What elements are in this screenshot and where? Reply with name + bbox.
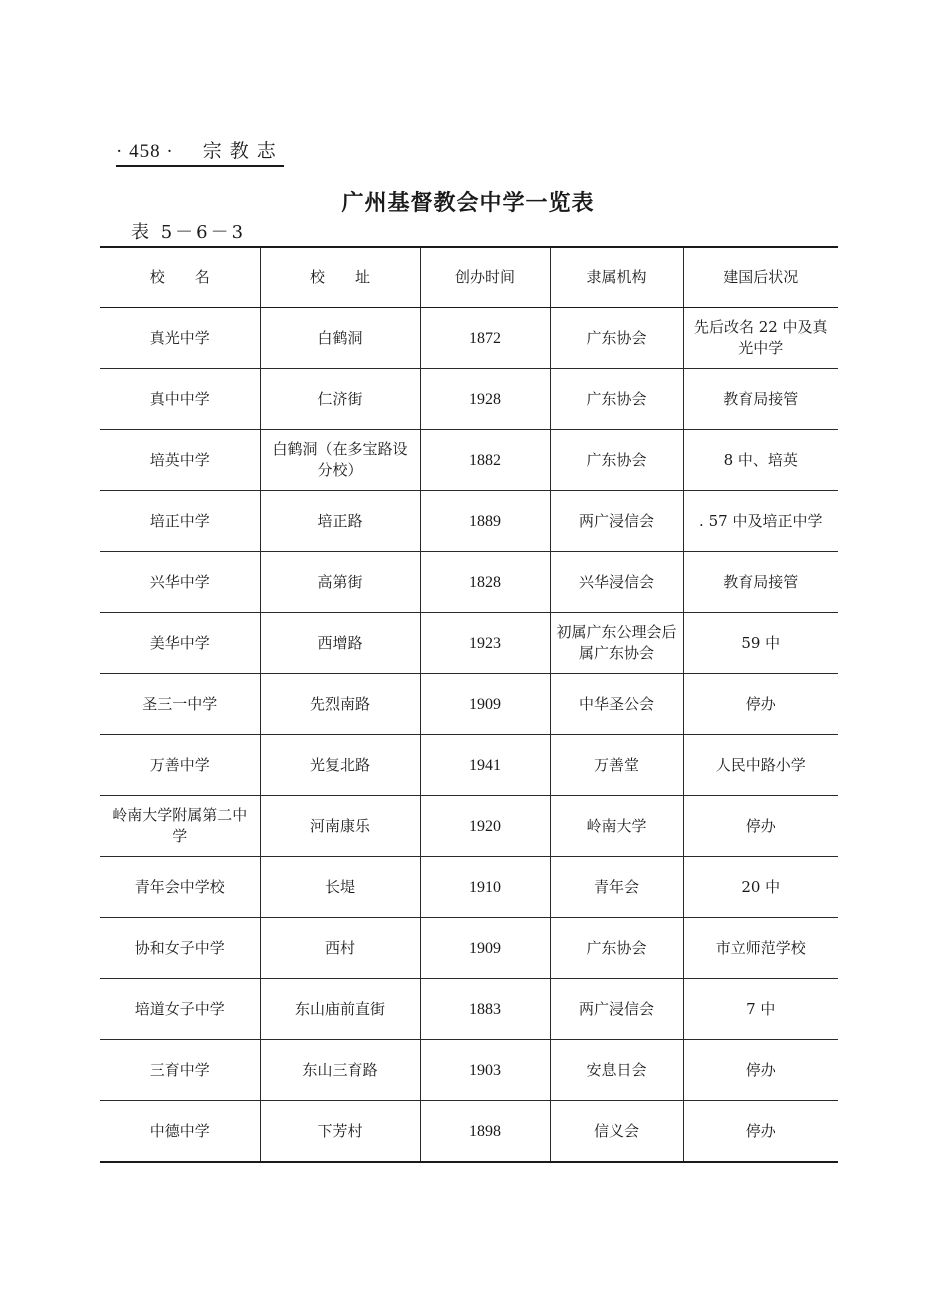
cell-year: 1923: [420, 613, 550, 674]
cell-address: 东山庙前直街: [260, 979, 420, 1040]
running-header: [116, 136, 284, 167]
cell-org: 两广浸信会: [550, 491, 683, 552]
cell-school-name: 圣三一中学: [100, 674, 260, 735]
cell-address: 光复北路: [260, 735, 420, 796]
cell-year: 1909: [420, 918, 550, 979]
cell-address: 东山三育路: [260, 1040, 420, 1101]
cell-address: 下芳村: [260, 1101, 420, 1163]
cell-status: 停办: [683, 1101, 838, 1163]
cell-year: 1910: [420, 857, 550, 918]
cell-school-name: 协和女子中学: [100, 918, 260, 979]
cell-org: 兴华浸信会: [550, 552, 683, 613]
table-number: 表 5－6－3: [131, 222, 247, 243]
cell-year: 1882: [420, 430, 550, 491]
cell-status: . 57 中及培正中学: [683, 491, 838, 552]
cell-status: 59 中: [683, 613, 838, 674]
schools-table: [100, 246, 838, 1163]
cell-status: 停办: [683, 796, 838, 857]
cell-school-name: 培正中学: [100, 491, 260, 552]
table-row: [100, 979, 838, 1040]
cell-status: 教育局接管: [683, 369, 838, 430]
cell-year: 1909: [420, 674, 550, 735]
cell-status: 8 中、培英: [683, 430, 838, 491]
cell-status: 教育局接管: [683, 552, 838, 613]
table-title: 广州基督教会中学一览表: [341, 191, 595, 216]
cell-org: 青年会: [550, 857, 683, 918]
cell-year: 1903: [420, 1040, 550, 1101]
cell-school-name: 青年会中学校: [100, 857, 260, 918]
cell-year: 1828: [420, 552, 550, 613]
table-row: [100, 918, 838, 979]
cell-address: 培正路: [260, 491, 420, 552]
table-header-row: [100, 247, 838, 308]
cell-year: 1872: [420, 308, 550, 369]
cell-year: 1941: [420, 735, 550, 796]
section-title: 宗教志: [202, 140, 284, 162]
table-row: [100, 857, 838, 918]
cell-school-name: 中德中学: [100, 1101, 260, 1163]
cell-status: 7 中: [683, 979, 838, 1040]
cell-address: 白鹤洞（在多宝路设分校）: [260, 430, 420, 491]
table-row: [100, 674, 838, 735]
column-header-address: 校址: [260, 247, 420, 308]
table-row: [100, 369, 838, 430]
table-body: [100, 308, 838, 1163]
column-header-org: 隶属机构: [550, 247, 683, 308]
cell-status: 先后改名 22 中及真光中学: [683, 308, 838, 369]
cell-org: 安息日会: [550, 1040, 683, 1101]
cell-address: 西增路: [260, 613, 420, 674]
cell-org: 岭南大学: [550, 796, 683, 857]
cell-org: 广东协会: [550, 308, 683, 369]
cell-school-name: 兴华中学: [100, 552, 260, 613]
cell-address: 仁济街: [260, 369, 420, 430]
cell-school-name: 万善中学: [100, 735, 260, 796]
table-row: [100, 796, 838, 857]
cell-address: 先烈南路: [260, 674, 420, 735]
cell-year: 1898: [420, 1101, 550, 1163]
cell-school-name: 美华中学: [100, 613, 260, 674]
cell-org: 广东协会: [550, 918, 683, 979]
cell-school-name: 培道女子中学: [100, 979, 260, 1040]
cell-org: 中华圣公会: [550, 674, 683, 735]
table-row: [100, 308, 838, 369]
cell-address: 长堤: [260, 857, 420, 918]
page-number: · 458 ·: [116, 141, 174, 162]
column-header-year: 创办时间: [420, 247, 550, 308]
table-row: [100, 613, 838, 674]
cell-year: 1928: [420, 369, 550, 430]
cell-org: 广东协会: [550, 369, 683, 430]
cell-year: 1920: [420, 796, 550, 857]
table-row: [100, 1040, 838, 1101]
cell-org: 两广浸信会: [550, 979, 683, 1040]
cell-status: 人民中路小学: [683, 735, 838, 796]
cell-status: 停办: [683, 674, 838, 735]
table-row: [100, 430, 838, 491]
cell-school-name: 岭南大学附属第二中学: [100, 796, 260, 857]
cell-status: 市立师范学校: [683, 918, 838, 979]
cell-school-name: 真光中学: [100, 308, 260, 369]
cell-school-name: 三育中学: [100, 1040, 260, 1101]
cell-year: 1883: [420, 979, 550, 1040]
cell-status: 停办: [683, 1040, 838, 1101]
cell-address: 河南康乐: [260, 796, 420, 857]
column-header-name: 校名: [100, 247, 260, 308]
cell-org: 信义会: [550, 1101, 683, 1163]
cell-school-name: 培英中学: [100, 430, 260, 491]
cell-year: 1889: [420, 491, 550, 552]
cell-address: 白鹤洞: [260, 308, 420, 369]
cell-address: 西村: [260, 918, 420, 979]
table-row: [100, 552, 838, 613]
cell-org: 广东协会: [550, 430, 683, 491]
cell-status: 20 中: [683, 857, 838, 918]
table-row: [100, 491, 838, 552]
cell-address: 高第街: [260, 552, 420, 613]
cell-org: 初属广东公理会后属广东协会: [550, 613, 683, 674]
cell-org: 万善堂: [550, 735, 683, 796]
column-header-status: 建国后状况: [683, 247, 838, 308]
table-row: [100, 735, 838, 796]
cell-school-name: 真中中学: [100, 369, 260, 430]
table-row: [100, 1101, 838, 1163]
